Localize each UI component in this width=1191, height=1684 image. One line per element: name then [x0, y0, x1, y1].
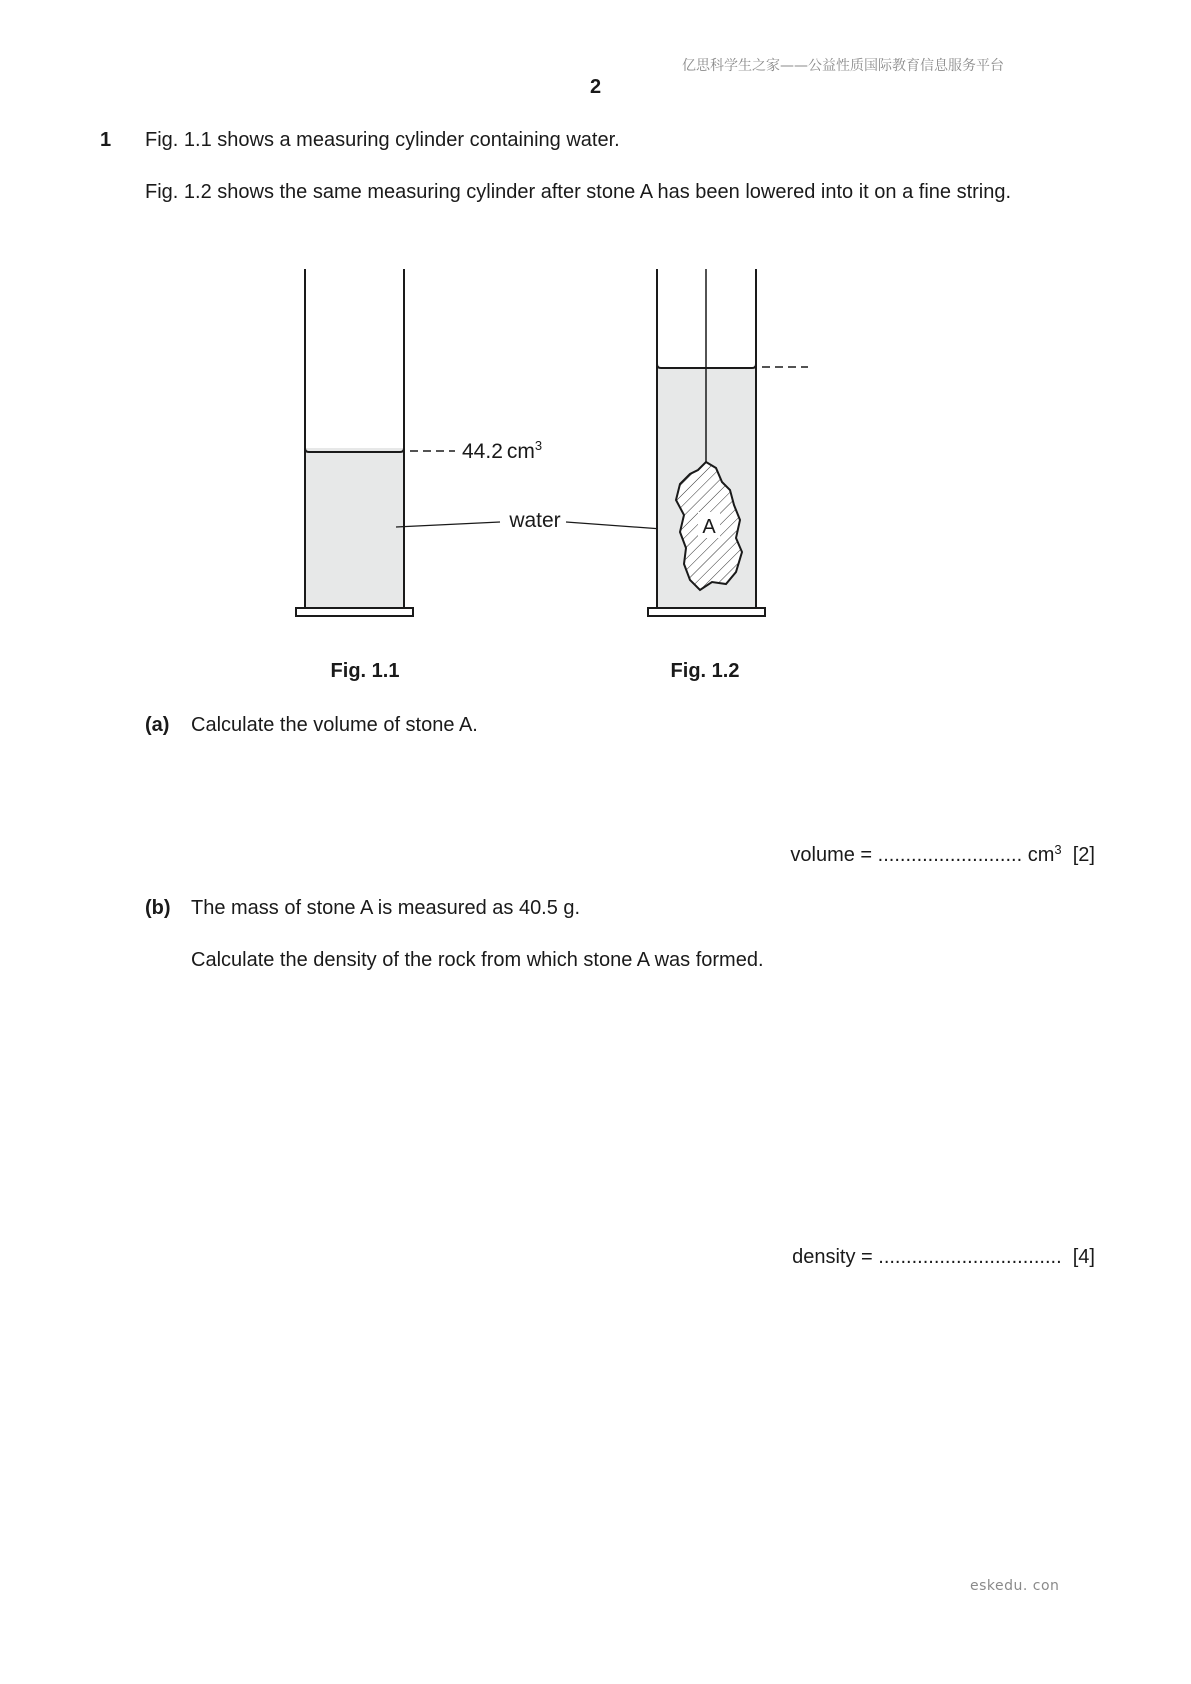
stone-a-label: A	[702, 516, 716, 538]
part-b-text-2: Calculate the density of the rock from which stone A was formed.	[191, 949, 764, 971]
water-leader-1	[396, 522, 500, 527]
cylinder-base-2	[648, 608, 765, 616]
cylinder-base-1	[296, 608, 413, 616]
part-a-answer-line	[790, 842, 1095, 868]
part-b-answer-prefix: density = .................................	[792, 1246, 1062, 1268]
part-a-answer-prefix: volume = ..........................	[790, 844, 1023, 866]
part-b-answer-line	[792, 1244, 1095, 1270]
part-b-marks: [4]	[1072, 1246, 1095, 1268]
fig-1-1-caption: Fig. 1.1	[330, 660, 400, 682]
part-b-label: (b)	[145, 897, 171, 919]
footer-site: eskedu. con	[970, 1578, 1060, 1594]
page-number: 2	[590, 76, 602, 98]
water-leader-2	[566, 522, 662, 529]
fig-1-2-caption: Fig. 1.2	[670, 660, 740, 682]
question-intro-1: Fig. 1.1 shows a measuring cylinder containing water.	[145, 129, 620, 151]
part-b-text-1: The mass of stone A is measured as 40.5 g.	[191, 897, 581, 919]
figure-measuring-cylinders	[0, 0, 1191, 700]
reading-label: 44.2 $cm^3$	[462, 438, 543, 463]
question-number: 1	[100, 129, 112, 151]
part-a-answer-unit: cm	[1027, 844, 1055, 866]
water-label: water	[509, 509, 561, 532]
part-a-marks: [2]	[1072, 844, 1095, 866]
part-a-answer-unit-sup: 3	[1054, 842, 1062, 857]
watermark-header: 亿思科学生之家——公益性质国际教育信息服务平台	[682, 58, 1004, 74]
part-a-label: (a)	[145, 714, 170, 736]
part-a-text: Calculate the volume of stone A.	[191, 714, 478, 736]
question-intro-2: Fig. 1.2 shows the same measuring cylinder after stone A has been lowered into it on a fine string.	[145, 181, 1012, 203]
cylinder-fig-1-1	[296, 269, 413, 616]
